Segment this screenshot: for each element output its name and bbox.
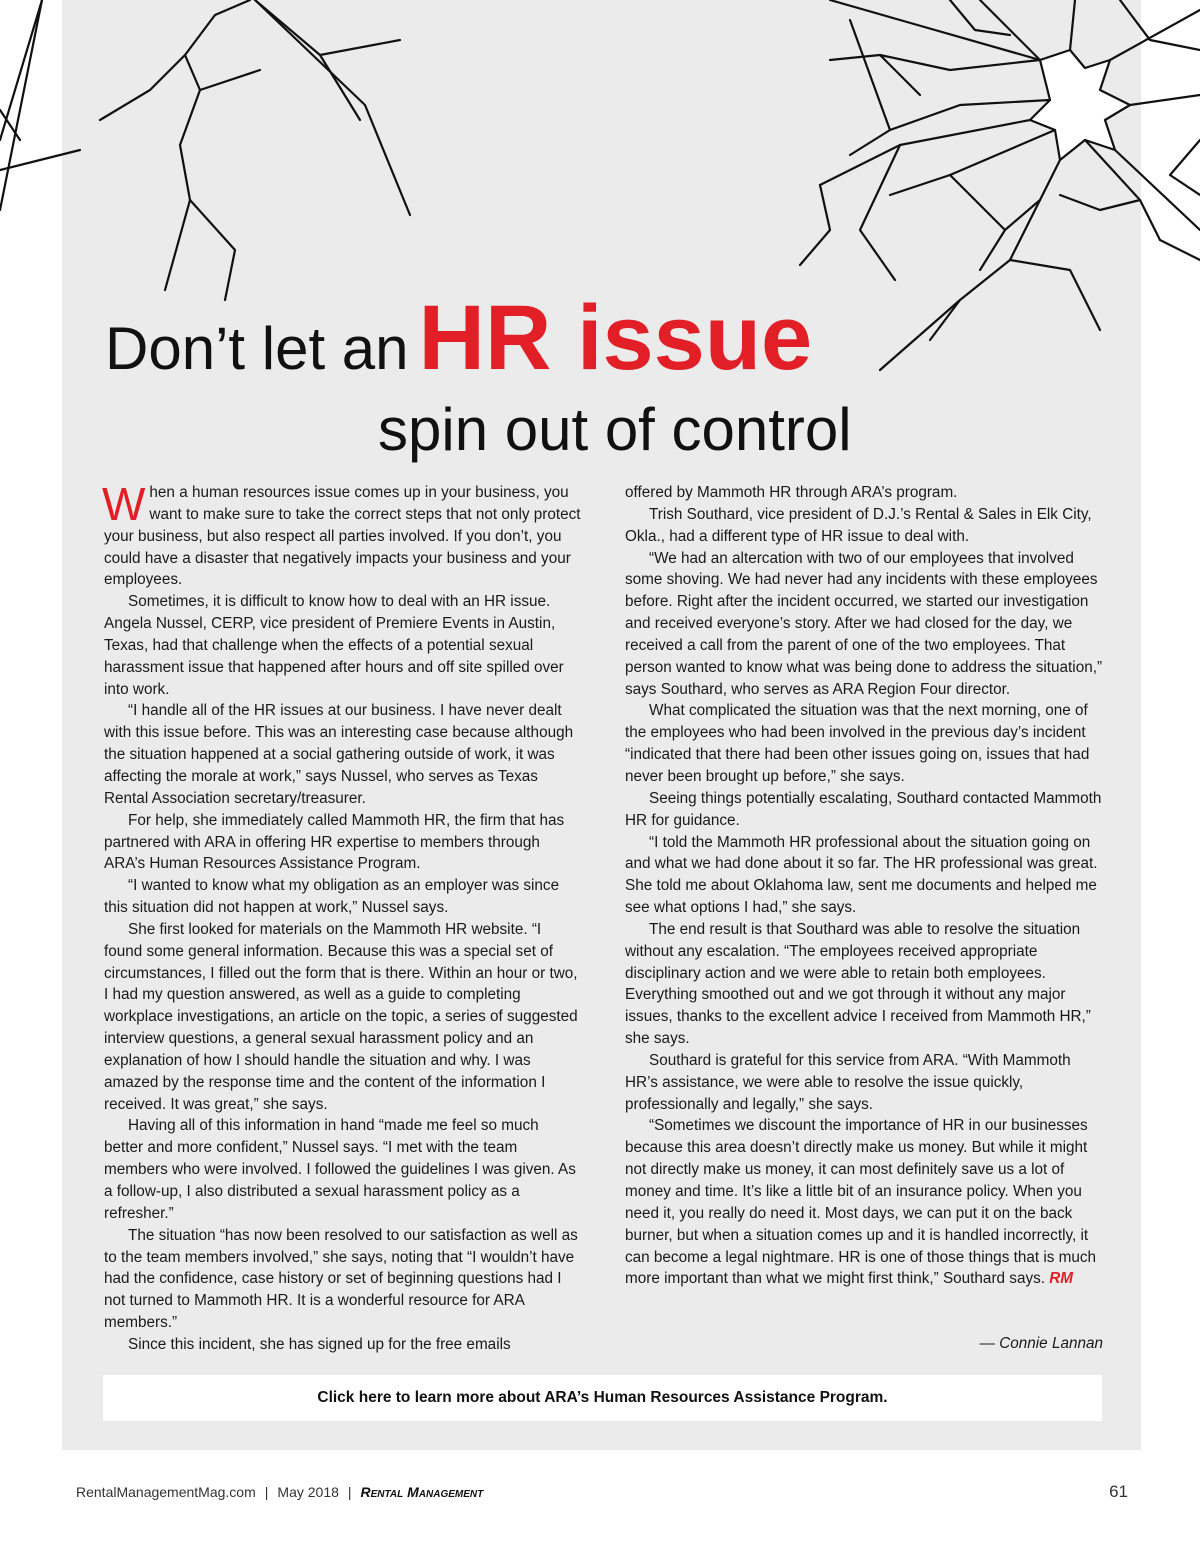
paragraph: The end result is that Southard was able to resolve the situation without any escalation. “The employees received appropriate disciplinary action and we were able to retain both employees. Everything smoothed out and we got through it without any major issues, thanks to the excellent advice I received from Mammoth HR,” she says. bbox=[625, 920, 1091, 1048]
footer-site-link[interactable]: RentalManagementMag.com bbox=[76, 1484, 256, 1500]
footer-separator: | bbox=[347, 1484, 352, 1500]
paragraph: What complicated the situation was that the next morning, one of the employees who had been involved in the previous day’s incident “indicated that there had been other issues going on, issues that had never been brought up before,” she says. bbox=[625, 702, 1090, 785]
paragraph: The situation “has now been resolved to our satisfaction as well as to the team members involved,” she says, noting that “I wouldn’t have had the confidence, case history or set of beginning questions had I not turned to Mammoth HR. It is a wonderful resource for ARA members.” bbox=[104, 1226, 578, 1332]
paragraph: Since this incident, she has signed up for the free emails bbox=[128, 1335, 511, 1353]
page-footer bbox=[76, 1484, 483, 1500]
lead-paragraph-text: hen a human resources issue comes up in your business, you want to make sure to take the correct steps that not only protect your business, but also respect all parties involved. If you don’t, you could have a disaster that negatively impacts your business and your employees. bbox=[104, 484, 581, 589]
article-left-column bbox=[102, 478, 582, 1356]
paragraph: For help, she immediately called Mammoth HR, the firm that has partnered with ARA in offering HR expertise to members through ARA’s Human Resources Assistance Program. bbox=[104, 811, 565, 873]
paragraph: “I told the Mammoth HR professional about the situation going on and what we had done about it so far. The HR professional was great. She told me about Oklahoma law, sent me documents and helped me see what options I had,” she says. bbox=[625, 833, 1098, 917]
footer-magazine-name: Rental Management bbox=[360, 1484, 484, 1500]
final-paragraph-text: “Sometimes we discount the importance of HR in our businesses because this area doesn’t directly make us money. But while it might not directly make us money, it can most definitely save us a lot of money and time. It’s like a little bit of an insurance policy. When you need it, you really do need it. Most days, we can put it on the back burner, but when a situation comes up and it is handled incorrectly, it can become a legal nightmare. HR is one of those things that is much more important than what we might first think,” Southard says. bbox=[625, 1117, 1097, 1288]
paragraph: “We had an altercation with two of our employees that involved some shoving. We had never had any incidents with these employees before. Right after the incident occurred, we started our investigation and received everyone’s story. After we had closed for the day, we received a call from the parent of one of the two employees. That person wanted to know what was being done to address the situation,” says Southard, who serves as ARA Region Four director. bbox=[625, 549, 1103, 698]
paragraph: “I handle all of the HR issues at our business. I have never dealt with this issue before. This was an interesting case because although the situation happened at a social gathering outside of work, it was affecting the morale at work,” says Nussel, who serves as Texas Rental Association secretary/treasurer. bbox=[104, 702, 574, 807]
page-number: 61 bbox=[1109, 1482, 1128, 1501]
paragraph: Having all of this information in hand “made me feel so much better and more confident,” Nussel says. “I met with the team members who were involved. I followed the guidelines I was given. As a follow-up, I also distributed a sexual harassment policy as a refresher.” bbox=[104, 1117, 576, 1222]
lead-paragraph bbox=[102, 478, 582, 591]
paragraph: Southard is grateful for this service from ARA. “With Mammoth HR’s assistance, we were able to resolve the issue quickly, professionally and legally,” she says. bbox=[625, 1051, 1071, 1113]
author-byline: — Connie Lannan bbox=[979, 1335, 1103, 1352]
paragraph: Sometimes, it is difficult to know how to deal with an HR issue. Angela Nussel, CERP, vice president of Premiere Events in Austin, Texas, had that challenge when the effects of a potential sexual harassment issue that happened after hours and off site spilled over into work. bbox=[104, 593, 564, 698]
footer-date: May 2018 bbox=[277, 1484, 339, 1500]
paragraph: She first looked for materials on the Mammoth HR website. “I found some general information. Because this was a special set of circumstances, I filled out the form that is there. Within an hour or two, I had my question answered, as well as a guide to completing workplace investigations, an article on the topic, a series of suggested interview questions, a general sexual harassment policy and an explanation of how I should handle the situation and why. I was amazed by the response time and the content of the information I received. It was great,” she says. bbox=[104, 920, 578, 1113]
headline-line-1 bbox=[105, 278, 812, 409]
final-paragraph bbox=[625, 1115, 1103, 1290]
headline-prefix: Don’t let an bbox=[105, 315, 409, 382]
paragraph: “I wanted to know what my obligation as an employer was since this situation did not happen at work,” Nussel says. bbox=[104, 877, 560, 917]
headline-highlight: HR issue bbox=[418, 287, 813, 389]
drop-cap: W bbox=[102, 478, 146, 530]
paragraph-continuation: offered by Mammoth HR through ARA’s program. bbox=[625, 484, 958, 501]
article-right-column bbox=[625, 482, 1103, 1290]
headline-line-2: spin out of control bbox=[378, 396, 852, 463]
end-mark: RM bbox=[1049, 1270, 1074, 1288]
paragraph: Trish Southard, vice president of D.J.’s Rental & Sales in Elk City, Okla., had a different type of HR issue to deal with. bbox=[625, 505, 1092, 545]
paragraph: Seeing things potentially escalating, Southard contacted Mammoth HR for guidance. bbox=[625, 789, 1102, 829]
footer-separator: | bbox=[264, 1484, 269, 1500]
hr-program-link-button[interactable]: Click here to learn more about ARA’s Human Resources Assistance Program. bbox=[103, 1375, 1102, 1421]
